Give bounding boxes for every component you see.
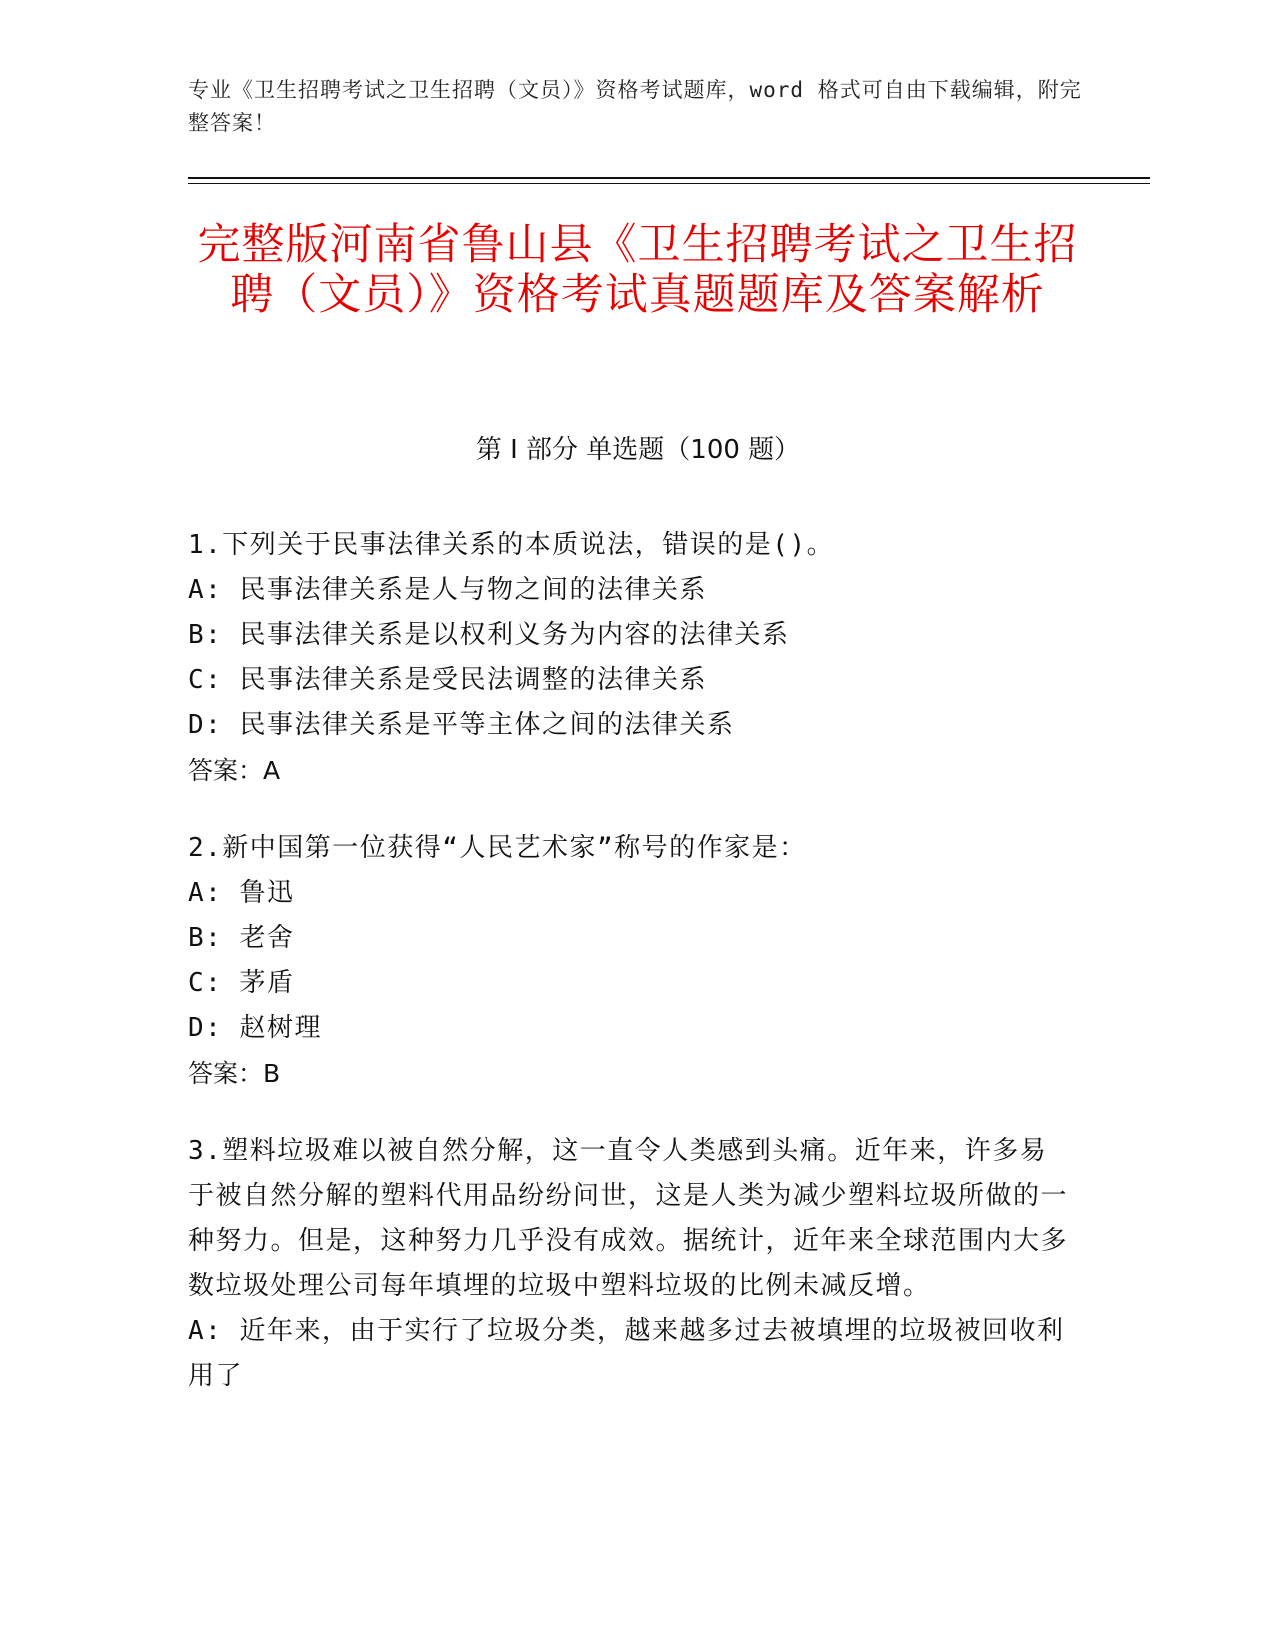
option-b: B: 老舍	[188, 923, 295, 953]
section-heading: 第 I 部分 单选题（100 题）	[475, 435, 801, 465]
header-divider-thick	[188, 177, 1150, 179]
header-note: 专业《卫生招聘考试之卫生招聘（文员）》资格考试题库，word 格式可自由下载编辑，附完整答案！	[188, 78, 1082, 135]
question-stem: 1.下列关于民事法律关系的本质说法，错误的是()。	[188, 530, 835, 560]
header-divider-thin	[188, 183, 1150, 184]
option-a: A: 民事法律关系是人与物之间的法律关系	[188, 575, 707, 605]
option-d: D: 民事法律关系是平等主体之间的法律关系	[188, 710, 735, 740]
document-title: 完整版河南省鲁山县《卫生招聘考试之卫生招聘（文员）》资格考试真题题库及答案解析	[197, 220, 1078, 320]
option-c: C: 茅盾	[188, 968, 295, 998]
question-list	[188, 523, 1068, 1432]
option-c: C: 民事法律关系是受民法调整的法律关系	[188, 665, 707, 695]
option-d: D: 赵树理	[188, 1013, 322, 1043]
question-stem: 2.新中国第一位获得“人民艺术家”称号的作家是：	[188, 833, 807, 863]
question-stem: 3.塑料垃圾难以被自然分解，这一直令人类感到头痛。近年来，许多易于被自然分解的塑料代用品纷纷问世，这是人类为减少塑料垃圾所做的一种努力。但是，这种努力几乎没有成效。据统计，近年来全球范围内大多数垃圾处理公司每年填埋的垃圾中塑料垃圾的比例未减反增。	[188, 1136, 1069, 1301]
answer-line: 答案：A	[188, 756, 281, 785]
question-2	[188, 826, 1068, 1096]
option-b: B: 民事法律关系是以权利义务为内容的法律关系	[188, 620, 790, 650]
question-1	[188, 523, 1068, 793]
option-a: A: 近年来，由于实行了垃圾分类，越来越多过去被填埋的垃圾被回收利用了	[188, 1316, 1065, 1391]
answer-line: 答案：B	[188, 1059, 281, 1088]
option-a: A: 鲁迅	[188, 878, 295, 908]
question-3	[188, 1129, 1068, 1399]
